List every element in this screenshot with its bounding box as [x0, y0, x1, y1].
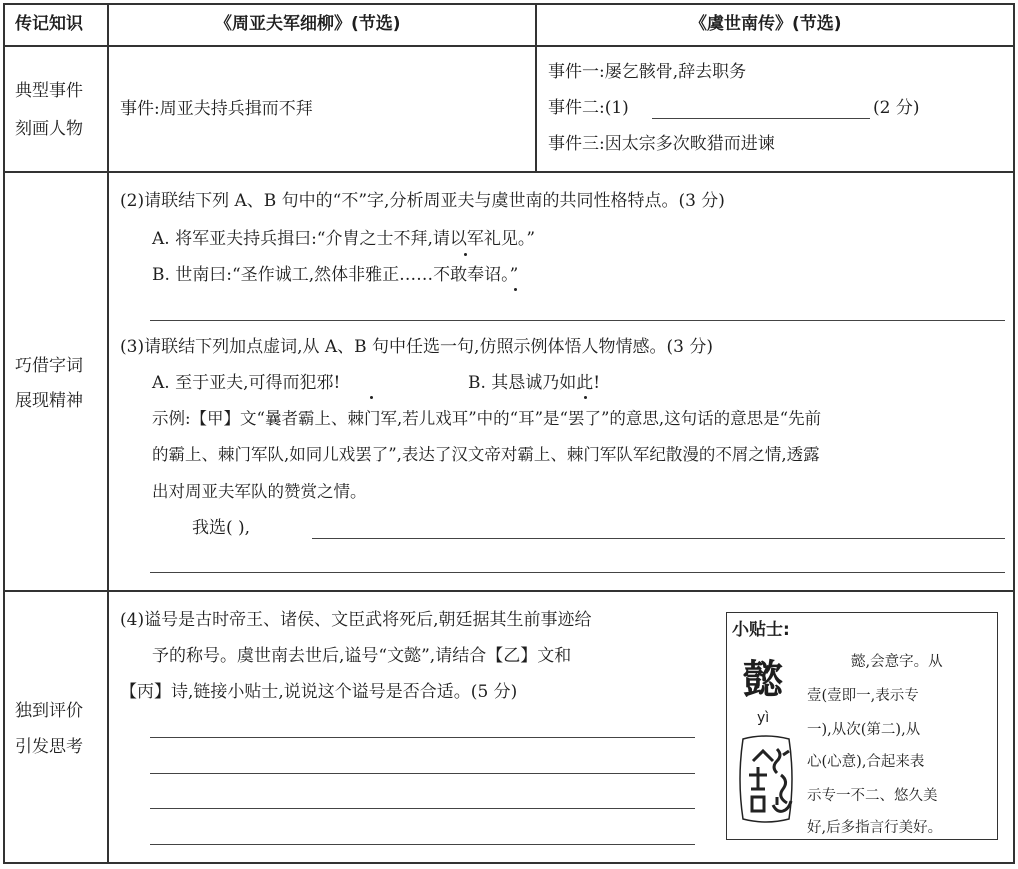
question-2-sentence-b: B. 世南曰:“圣作诚工,然体非雅正……不敢奉诏。”: [152, 265, 519, 285]
emphasis-dot-bu-b: [514, 288, 517, 291]
row1-label-line2: 刻画人物: [15, 119, 83, 139]
header-row-divider: [3, 45, 1015, 47]
question-3-answer-line-1[interactable]: [312, 538, 1005, 539]
question-4-answer-line-2[interactable]: [150, 773, 695, 774]
question-2-sentence-a: A. 将军亚夫持兵揖曰:“介胄之士不拜,请以军礼见。”: [152, 229, 536, 249]
tips-line-5: 示专一不二、悠久美: [807, 788, 938, 804]
seal-script-icon: [733, 731, 799, 827]
question-4-answer-line-3[interactable]: [150, 808, 695, 809]
tips-line-4: 心(心意),合起来表: [807, 754, 925, 770]
tips-pinyin: yì: [757, 710, 770, 726]
question-3-answer-line-2[interactable]: [150, 572, 1005, 573]
header-col-biography-knowledge: 传记知识: [15, 14, 83, 34]
question-4-answer-line-4[interactable]: [150, 844, 695, 845]
question-3-sentence-a: A. 至于亚夫,可得而犯邪!: [152, 373, 341, 393]
row3-label-line2: 引发思考: [15, 737, 83, 757]
example-line-2: 的霸上、棘门军队,如同儿戏罢了”,表达了汉文帝对霸上、棘门军队军纪散漫的不屑之情,透露: [152, 445, 820, 464]
emphasis-dot-nai: [584, 396, 587, 399]
example-line-1: 示例:【甲】文“曩者霸上、棘门军,若儿戏耳”中的“耳”是“罢了”的意思,这句话的意思是“先前: [152, 409, 822, 428]
question-3: (3)请联结下列加点虚词,从 A、B 句中任选一句,仿照示例体悟人物情感。(3 分): [120, 337, 713, 357]
tips-line-2: 壹(壹即一,表示专: [807, 688, 919, 704]
question-3-sentence-b: B. 其恳诚乃如此!: [468, 373, 601, 393]
tips-line-1: 懿,会意字。从: [851, 654, 943, 670]
header-col-zhou-yafu: 《周亚夫军细柳》(节选): [215, 14, 401, 34]
header-col-yu-shinan: 《虞世南传》(节选): [690, 14, 842, 34]
event-zhou-yafu: 事件:周亚夫持兵揖而不拜: [120, 99, 313, 119]
emphasis-dot-ye: [370, 396, 373, 399]
label-column-divider: [107, 3, 109, 864]
choose-prompt: 我选( ),: [192, 518, 251, 538]
question-4-line-2: 予的称号。虞世南去世后,谥号“文懿”,请结合【乙】文和: [152, 646, 572, 666]
event-two-answer-blank[interactable]: [652, 118, 870, 119]
row2-label-line2: 展现精神: [15, 391, 83, 411]
question-4-answer-line-1[interactable]: [150, 737, 695, 738]
table-border-bottom: [3, 862, 1015, 864]
table-border-right: [1013, 3, 1015, 864]
row3-label-line1: 独到评价: [15, 701, 83, 721]
emphasis-dot-bu-a: [464, 253, 467, 256]
row2-label-line1: 巧借字词: [15, 356, 83, 376]
tips-line-3: 一),从次(第二),从: [807, 722, 921, 738]
question-4-line-1: (4)谥号是古时帝王、诸侯、文臣武将死后,朝廷据其生前事迹给: [120, 610, 592, 630]
event-one: 事件一:屡乞骸骨,辞去职务: [548, 62, 747, 82]
question-2: (2)请联结下列 A、B 句中的“不”字,分析周亚夫与虞世南的共同性格特点。(3 分): [120, 191, 725, 211]
tips-character: 懿: [743, 657, 783, 703]
tips-line-6: 好,后多指言行美好。: [807, 820, 943, 836]
row2-divider: [3, 590, 1015, 592]
tips-box: [726, 612, 998, 840]
event-two-prefix: 事件二:(1): [548, 98, 629, 118]
question-2-answer-line[interactable]: [150, 320, 1005, 321]
tips-title: 小贴士:: [732, 620, 790, 640]
row1-label-line1: 典型事件: [15, 81, 83, 101]
event-three: 事件三:因太宗多次畋猎而进谏: [548, 134, 775, 154]
event-two-score: (2 分): [873, 98, 920, 118]
example-line-3: 出对周亚夫军队的赞赏之情。: [152, 482, 367, 501]
row1-divider: [3, 171, 1015, 173]
table-border-top: [3, 3, 1015, 5]
middle-column-divider: [535, 3, 537, 173]
table-border-left: [3, 3, 5, 864]
question-4-line-3: 【丙】诗,链接小贴士,说说这个谥号是否合适。(5 分): [120, 682, 518, 702]
